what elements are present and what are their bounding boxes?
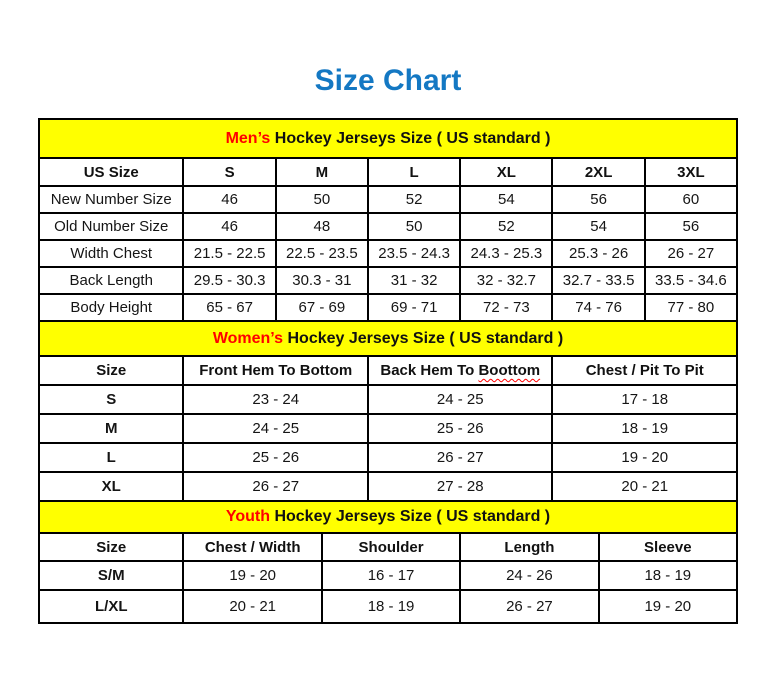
youth-table-row bbox=[39, 561, 737, 590]
youth-value-cell: 19 - 20 bbox=[599, 590, 737, 623]
womens-value-cell: 24 - 25 bbox=[368, 385, 553, 414]
womens-header-row bbox=[39, 356, 737, 385]
mens-value-cell: 56 bbox=[645, 213, 737, 240]
mens-value-cell: 48 bbox=[276, 213, 368, 240]
womens-value-cell: 24 - 25 bbox=[183, 414, 368, 443]
mens-column-header: L bbox=[368, 158, 460, 186]
page-title: Size Chart bbox=[314, 64, 462, 97]
womens-value-cell: 20 - 21 bbox=[552, 472, 737, 501]
mens-table-row bbox=[39, 240, 737, 267]
mens-column-header: US Size bbox=[39, 158, 183, 186]
mens-value-cell: 77 - 80 bbox=[645, 294, 737, 321]
mens-value-cell: 46 bbox=[183, 186, 275, 213]
youth-column-header: Length bbox=[460, 533, 598, 561]
youth-column-header: Sleeve bbox=[599, 533, 737, 561]
mens-value-cell: 24.3 - 25.3 bbox=[460, 240, 552, 267]
youth-column-header: Shoulder bbox=[322, 533, 460, 561]
mens-value-cell: 21.5 - 22.5 bbox=[183, 240, 275, 267]
womens-column-header: Chest / Pit To Pit bbox=[552, 356, 737, 385]
mens-value-cell: 50 bbox=[276, 186, 368, 213]
mens-column-header: XL bbox=[460, 158, 552, 186]
mens-banner-row bbox=[39, 119, 737, 158]
mens-value-cell: 30.3 - 31 bbox=[276, 267, 368, 294]
mens-value-cell: 26 - 27 bbox=[645, 240, 737, 267]
youth-value-cell: 20 - 21 bbox=[183, 590, 321, 623]
womens-table-row bbox=[39, 385, 737, 414]
mens-banner-cell bbox=[39, 119, 737, 158]
mens-column-header: 3XL bbox=[645, 158, 737, 186]
youth-table-row bbox=[39, 590, 737, 623]
womens-value-cell: 23 - 24 bbox=[183, 385, 368, 414]
youth-column-header: Size bbox=[39, 533, 183, 561]
youth-value-cell: 18 - 19 bbox=[599, 561, 737, 590]
mens-value-cell: 23.5 - 24.3 bbox=[368, 240, 460, 267]
youth-row-label: S/M bbox=[39, 561, 183, 590]
mens-value-cell: 32 - 32.7 bbox=[460, 267, 552, 294]
mens-value-cell: 56 bbox=[552, 186, 644, 213]
womens-row-label: S bbox=[39, 385, 183, 414]
mens-row-label: Back Length bbox=[39, 267, 183, 294]
mens-table-row bbox=[39, 294, 737, 321]
youth-value-cell: 26 - 27 bbox=[460, 590, 598, 623]
size-tables bbox=[38, 118, 738, 624]
mens-value-cell: 32.7 - 33.5 bbox=[552, 267, 644, 294]
womens-row-label: L bbox=[39, 443, 183, 472]
womens-value-cell: 27 - 28 bbox=[368, 472, 553, 501]
womens-row-label: XL bbox=[39, 472, 183, 501]
mens-banner-text: Hockey Jerseys Size ( US standard ) bbox=[270, 129, 551, 147]
womens-column-header: Front Hem To Bottom bbox=[183, 356, 368, 385]
mens-value-cell: 72 - 73 bbox=[460, 294, 552, 321]
mens-value-cell: 54 bbox=[552, 213, 644, 240]
mens-value-cell: 69 - 71 bbox=[368, 294, 460, 321]
mens-header-row bbox=[39, 158, 737, 186]
womens-size-table bbox=[38, 320, 738, 502]
mens-value-cell: 46 bbox=[183, 213, 275, 240]
header-text: Back Hem To bbox=[380, 362, 479, 379]
womens-column-header: Size bbox=[39, 356, 183, 385]
mens-value-cell: 54 bbox=[460, 186, 552, 213]
womens-banner-row bbox=[39, 321, 737, 356]
womens-value-cell: 26 - 27 bbox=[368, 443, 553, 472]
mens-value-cell: 29.5 - 30.3 bbox=[183, 267, 275, 294]
mens-row-label: Old Number Size bbox=[39, 213, 183, 240]
youth-row-label: L/XL bbox=[39, 590, 183, 623]
womens-banner-cell bbox=[39, 321, 737, 356]
mens-size-table bbox=[38, 118, 738, 322]
mens-row-label: Width Chest bbox=[39, 240, 183, 267]
youth-value-cell: 18 - 19 bbox=[322, 590, 460, 623]
mens-column-header: S bbox=[183, 158, 275, 186]
youth-size-table bbox=[38, 500, 738, 624]
womens-column-header bbox=[368, 356, 553, 385]
youth-value-cell: 16 - 17 bbox=[322, 561, 460, 590]
mens-value-cell: 67 - 69 bbox=[276, 294, 368, 321]
mens-value-cell: 33.5 - 34.6 bbox=[645, 267, 737, 294]
youth-banner-row bbox=[39, 501, 737, 533]
mens-row-label: Body Height bbox=[39, 294, 183, 321]
mens-value-cell: 50 bbox=[368, 213, 460, 240]
womens-banner-highlight: Women’s bbox=[212, 329, 284, 347]
youth-header-row bbox=[39, 533, 737, 561]
womens-row-label: M bbox=[39, 414, 183, 443]
mens-table-row bbox=[39, 267, 737, 294]
womens-table-row bbox=[39, 414, 737, 443]
mens-row-label: New Number Size bbox=[39, 186, 183, 213]
mens-value-cell: 25.3 - 26 bbox=[552, 240, 644, 267]
youth-value-cell: 24 - 26 bbox=[460, 561, 598, 590]
mens-value-cell: 52 bbox=[460, 213, 552, 240]
womens-table-row bbox=[39, 443, 737, 472]
mens-value-cell: 65 - 67 bbox=[183, 294, 275, 321]
mens-value-cell: 22.5 - 23.5 bbox=[276, 240, 368, 267]
womens-banner-text: Hockey Jerseys Size ( US standard ) bbox=[283, 329, 564, 347]
mens-table-row bbox=[39, 186, 737, 213]
youth-banner-cell bbox=[39, 501, 737, 533]
mens-value-cell: 31 - 32 bbox=[368, 267, 460, 294]
youth-banner-text: Hockey Jerseys Size ( US standard ) bbox=[270, 508, 551, 525]
mens-column-header: 2XL bbox=[552, 158, 644, 186]
mens-value-cell: 74 - 76 bbox=[552, 294, 644, 321]
mens-table-row bbox=[39, 213, 737, 240]
womens-value-cell: 25 - 26 bbox=[183, 443, 368, 472]
youth-column-header: Chest / Width bbox=[183, 533, 321, 561]
mens-value-cell: 60 bbox=[645, 186, 737, 213]
mens-value-cell: 52 bbox=[368, 186, 460, 213]
womens-table-row bbox=[39, 472, 737, 501]
womens-value-cell: 19 - 20 bbox=[552, 443, 737, 472]
misspelled-word: Boottom bbox=[478, 362, 541, 379]
mens-column-header: M bbox=[276, 158, 368, 186]
womens-value-cell: 26 - 27 bbox=[183, 472, 368, 501]
womens-value-cell: 25 - 26 bbox=[368, 414, 553, 443]
mens-banner-highlight: Men’s bbox=[225, 129, 271, 147]
youth-banner-highlight: Youth bbox=[225, 508, 270, 525]
youth-value-cell: 19 - 20 bbox=[183, 561, 321, 590]
womens-value-cell: 18 - 19 bbox=[552, 414, 737, 443]
womens-value-cell: 17 - 18 bbox=[552, 385, 737, 414]
